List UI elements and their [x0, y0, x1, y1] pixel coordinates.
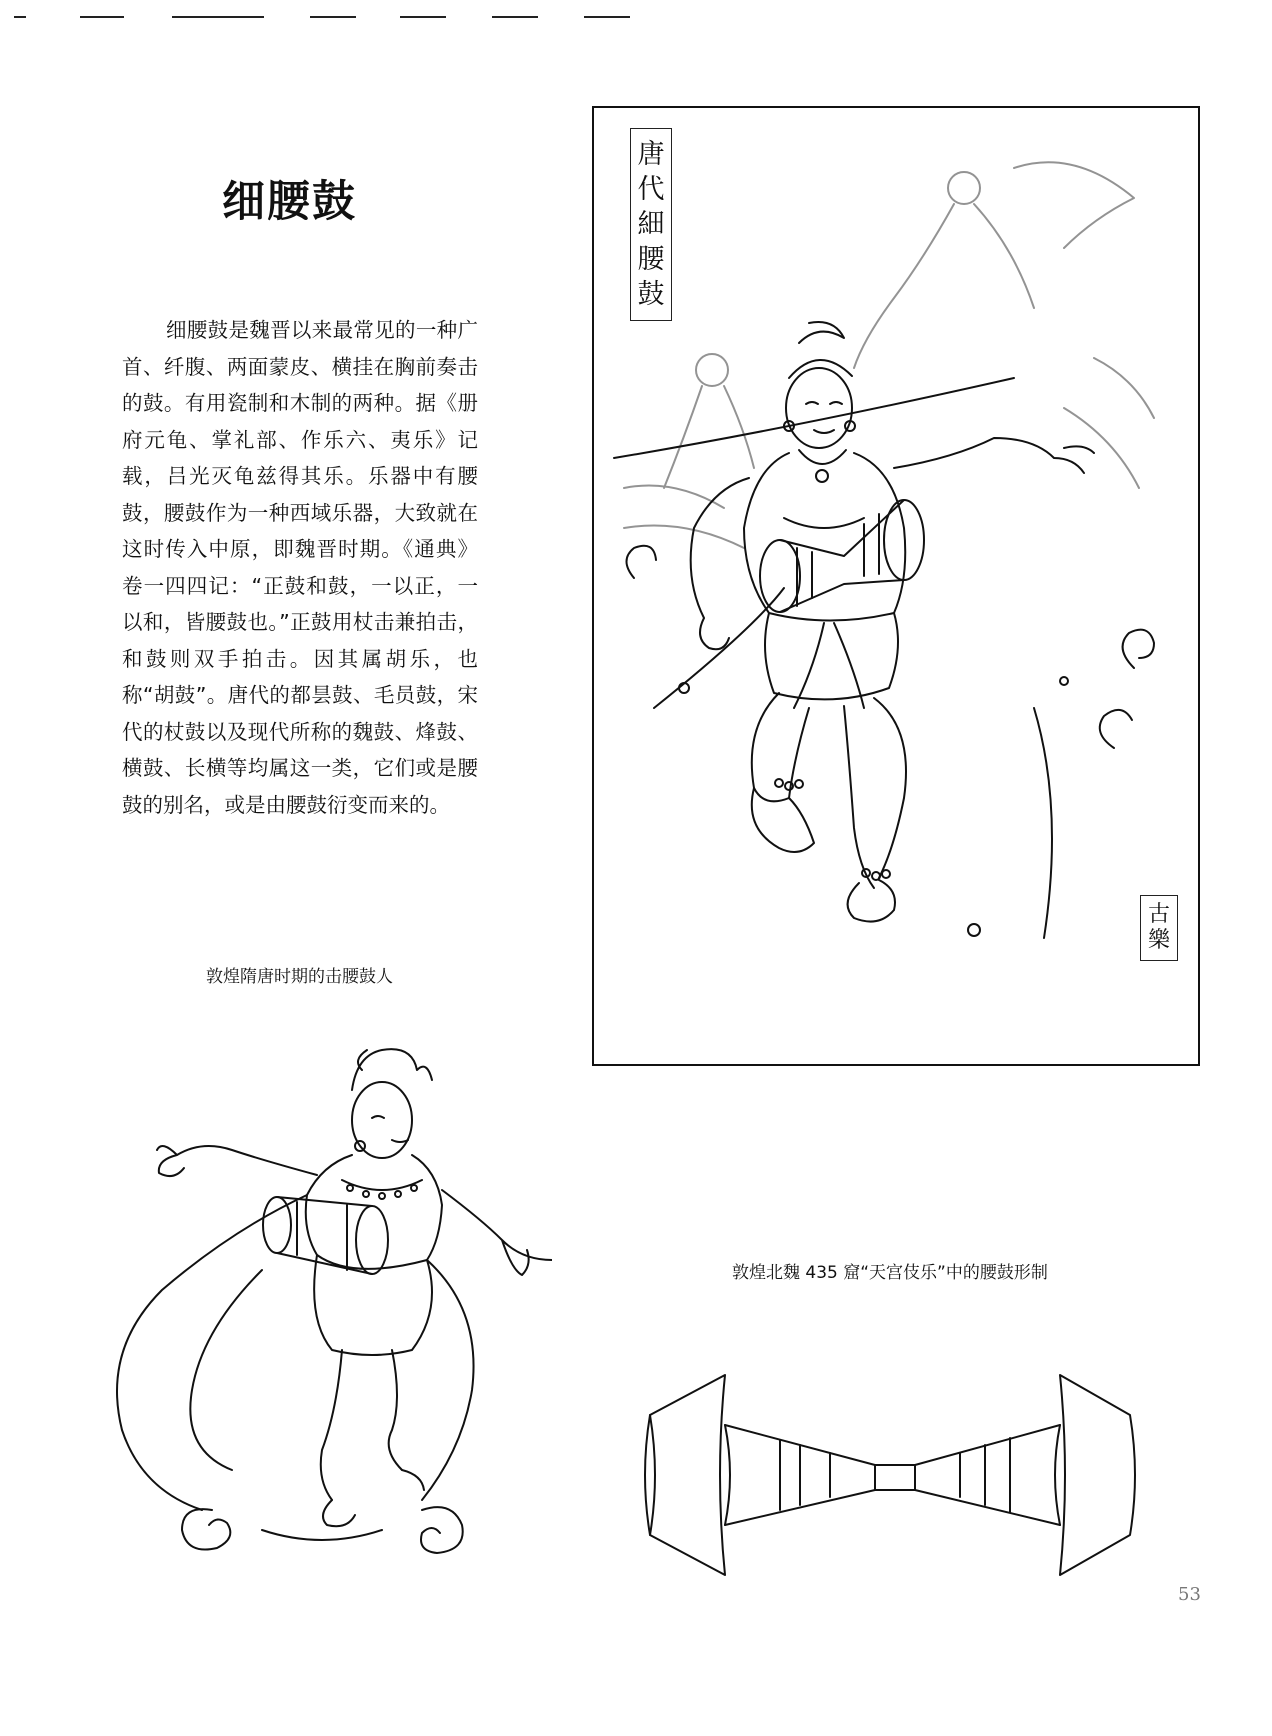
header-rule [310, 16, 356, 18]
page-title: 细腰鼓 [222, 177, 357, 227]
tang-drum-title-label [630, 128, 672, 321]
artist-seal [1140, 895, 1178, 961]
label-char: 代 [637, 174, 665, 205]
header-rule [492, 16, 538, 18]
label-char: 腰 [637, 244, 665, 275]
label-char: 唐 [637, 139, 665, 170]
tang-drummer-illustration [592, 106, 1200, 1066]
header-rule [14, 16, 26, 18]
page-number: 53 [1178, 1584, 1201, 1605]
header-rule [172, 16, 264, 18]
header-rule [400, 16, 446, 18]
sui-tang-drummer-drawing [82, 1030, 552, 1570]
tang-drummer-drawing [594, 108, 1198, 1064]
label-char: 鼓 [637, 279, 665, 310]
sui-tang-caption: 敦煌隋唐时期的击腰鼓人 [206, 967, 393, 987]
header-rule [584, 16, 630, 18]
seal-char: 樂 [1147, 928, 1170, 953]
body-paragraph: 细腰鼓是魏晋以来最常见的一种广首、纤腹、两面蒙皮、横挂在胸前奏击的鼓。有用瓷制和木制的两种。据《册府元龟、掌礼部、作乐六、夷乐》记载，吕光灭龟兹得其乐。乐器中有腰鼓，腰鼓作为一种西域乐器，大致就在这时传入中原，即魏晋时期。《通典》卷一四四记：“正鼓和鼓，一以正，一以和，皆腰鼓也。”正鼓用杖击兼拍击，和鼓则双手拍击。因其属胡乐，也称“胡鼓”。唐代的都昙鼓、毛员鼓，宋代的杖鼓以及现代所称的魏鼓、烽鼓、横鼓、长横等均属这一类，它们或是腰鼓的别名，或是由腰鼓衍变而来的。 [122, 318, 478, 817]
seal-char: 古 [1147, 902, 1170, 927]
label-char: 細 [637, 209, 665, 240]
wei-drum-caption: 敦煌北魏 435 窟“天宫伎乐”中的腰鼓形制 [732, 1263, 1048, 1283]
wei-waist-drum-drawing [640, 1365, 1140, 1585]
header-rule [80, 16, 124, 18]
